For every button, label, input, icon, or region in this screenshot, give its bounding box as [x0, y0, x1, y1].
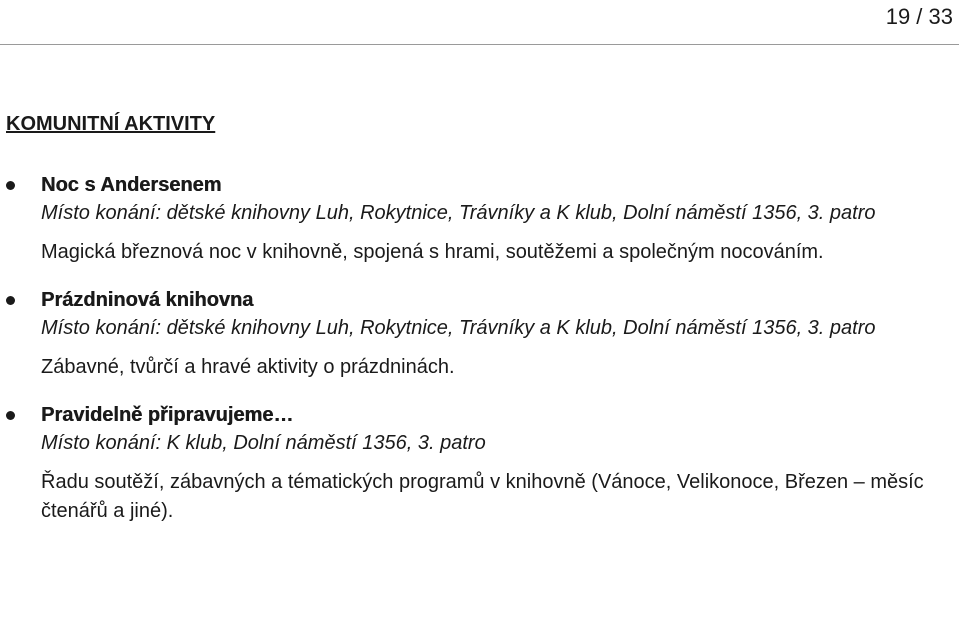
- activity-venue: Místo konání: K klub, Dolní náměstí 1356, 3. patro: [41, 432, 486, 454]
- activity-list: [0, 171, 959, 545]
- list-item: [0, 171, 959, 267]
- activity-description: Zábavné, tvůrčí a hravé aktivity o prázdninách.: [41, 356, 455, 378]
- activity-name: Noc s Andersenem: [41, 174, 222, 196]
- bullet-icon: [6, 181, 15, 190]
- page-number: 19 / 33: [885, 4, 953, 29]
- bullet-icon: [6, 296, 15, 305]
- list-item: [0, 286, 959, 382]
- activity-description: Řadu soutěží, zábavných a tématických programů v knihovně (Vánoce, Velikonoce, Březen – měsíc čtenářů a jiné).: [41, 471, 924, 522]
- activity-name: Pravidelně připravujeme…: [41, 404, 294, 426]
- bullet-icon: [6, 411, 15, 420]
- list-item: [0, 401, 959, 526]
- activity-venue: Místo konání: dětské knihovny Luh, Rokytnice, Trávníky a K klub, Dolní náměstí 1356, 3. patro: [41, 317, 876, 339]
- activity-description: Magická březnová noc v knihovně, spojená s hrami, soutěžemi a společným nocováním.: [41, 241, 824, 263]
- page-header: [0, 0, 959, 45]
- activity-venue: Místo konání: dětské knihovny Luh, Rokytnice, Trávníky a K klub, Dolní náměstí 1356, 3. patro: [41, 202, 876, 224]
- section-title: KOMUNITNÍ AKTIVITY: [6, 113, 216, 135]
- activity-name: Prázdninová knihovna: [41, 289, 254, 311]
